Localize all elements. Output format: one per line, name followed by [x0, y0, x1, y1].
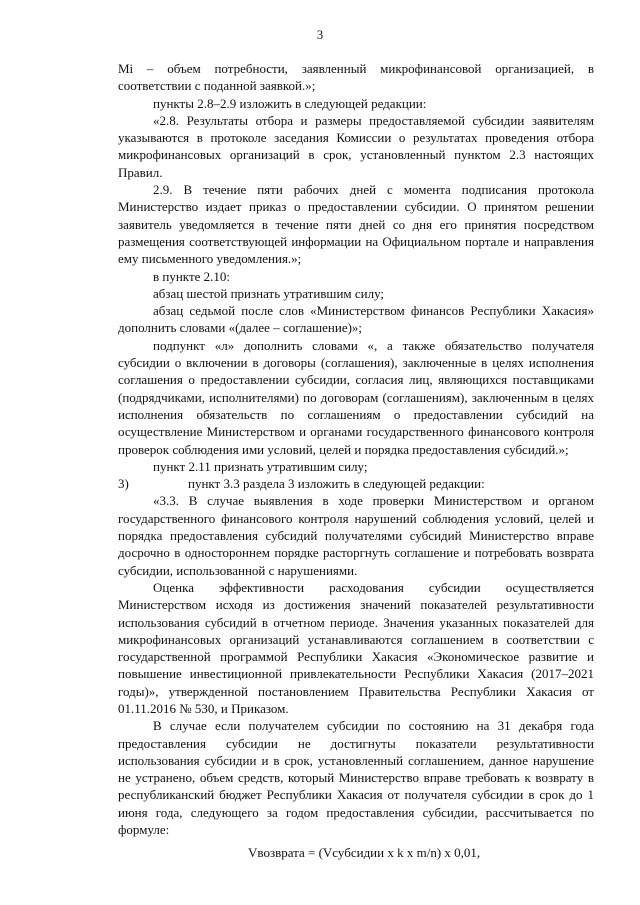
- paragraph-point-2-10: в пункте 2.10:: [153, 268, 231, 284]
- page-number: 3: [316, 28, 324, 42]
- item-3-text: пункт 3.3 раздела 3 изложить в следующей редакции:: [188, 476, 485, 492]
- paragraph-2-8: «2.8. Результаты отбора и размеры предоставляемой субсидии заявителям указываются в протоколе заседания Комиссии о результатах проведения отбора микрофинансовых организаций в срок, установленный пунктом 2.3 настоящих Правил.: [118, 112, 594, 180]
- paragraph-mi-definition: Mi – объем потребности, заявленный микрофинансовой организацией, в соответствии с поданной заявкой.»;: [118, 61, 594, 94]
- paragraph-abzac-6: абзац шестой признать утратившим силу;: [153, 285, 385, 301]
- item-3: [118, 475, 594, 492]
- paragraph-point-2-11: пункт 2.11 признать утратившим силу;: [153, 458, 368, 474]
- document-body: [118, 60, 594, 862]
- paragraph-3-3: «3.3. В случае выявления в ходе проверки Министерством и органом государственного финансового контроля нарушений соблюдения условий, целей и порядка предоставления субсидий получателями субсидий Министерство вправе досрочно в одностороннем порядке расторгнуть соглашение и потребовать возврата субсидии, использованной с нарушениями.: [118, 493, 594, 578]
- paragraph-return: В случае если получателем субсидии по состоянию на 31 декабря года предоставления субсидии не достигнуты показатели результативности использования субсидии и в срок, установленный соглашением, данное нарушение не устранено, объем средств, который Министерство вправе требовать к возврату в республиканский бюджет Республики Хакасия от получателя субсидии в срок до 1 июня года, следующего за годом предоставления субсидии, рассчитывается по формуле:: [118, 718, 594, 838]
- paragraph-efficiency: Оценка эффективности расходования субсидии осуществляется Министерством исходя из достижения значений показателей результативности использования субсидий в отчетном периоде. Значения указанных показателей для микрофинансовых организаций устанавливаются соглашением в соответствии с государственной программой Республики Хакасия «Экономическое развитие и повышение инвестиционной привлекательности Республики Хакасия (2017–2021 годы)», утвержденной постановлением Правительства Республики Хакасия от 01.11.2016 № 530, и Приказом.: [118, 579, 594, 716]
- paragraph-subpoint-l: подпункт «л» дополнить словами «, а также обязательство получателя субсидии о включении в договоры (соглашения), заключенные в целях исполнения соглашения о предоставлении субсидии, согласия лиц, являющихся поставщиками (подрядчиками, исполнителями) по договорам (соглашениям), заключенным в целях исполнения обязательств по соглашениям о предоставлении субсидий на осуществление Министерством и органами государственного финансового контроля проверок соблюдения ими условий, целей и порядка предоставления субсидий.»;: [118, 337, 594, 457]
- paragraph-2-9: 2.9. В течение пяти рабочих дней с момента подписания протокола Министерство издает приказ о предоставлении субсидии. О принятом решении заявитель уведомляется в течение пяти дней со дня его принятия посредством размещения соответствующей информации на Официальном портале и направления ему письменного уведомления.»;: [118, 182, 594, 267]
- paragraph-abzac-7: абзац седьмой после слов «Министерством финансов Республики Хакасия» дополнить словами «(далее – соглашение)»;: [118, 303, 594, 336]
- formula: Vвозврата = (Vсубсидии x k x m/n) x 0,01,: [248, 845, 481, 861]
- paragraph-points-2-8-2-9: пункты 2.8–2.9 изложить в следующей редакции:: [153, 95, 427, 111]
- item-number: 3): [118, 476, 129, 492]
